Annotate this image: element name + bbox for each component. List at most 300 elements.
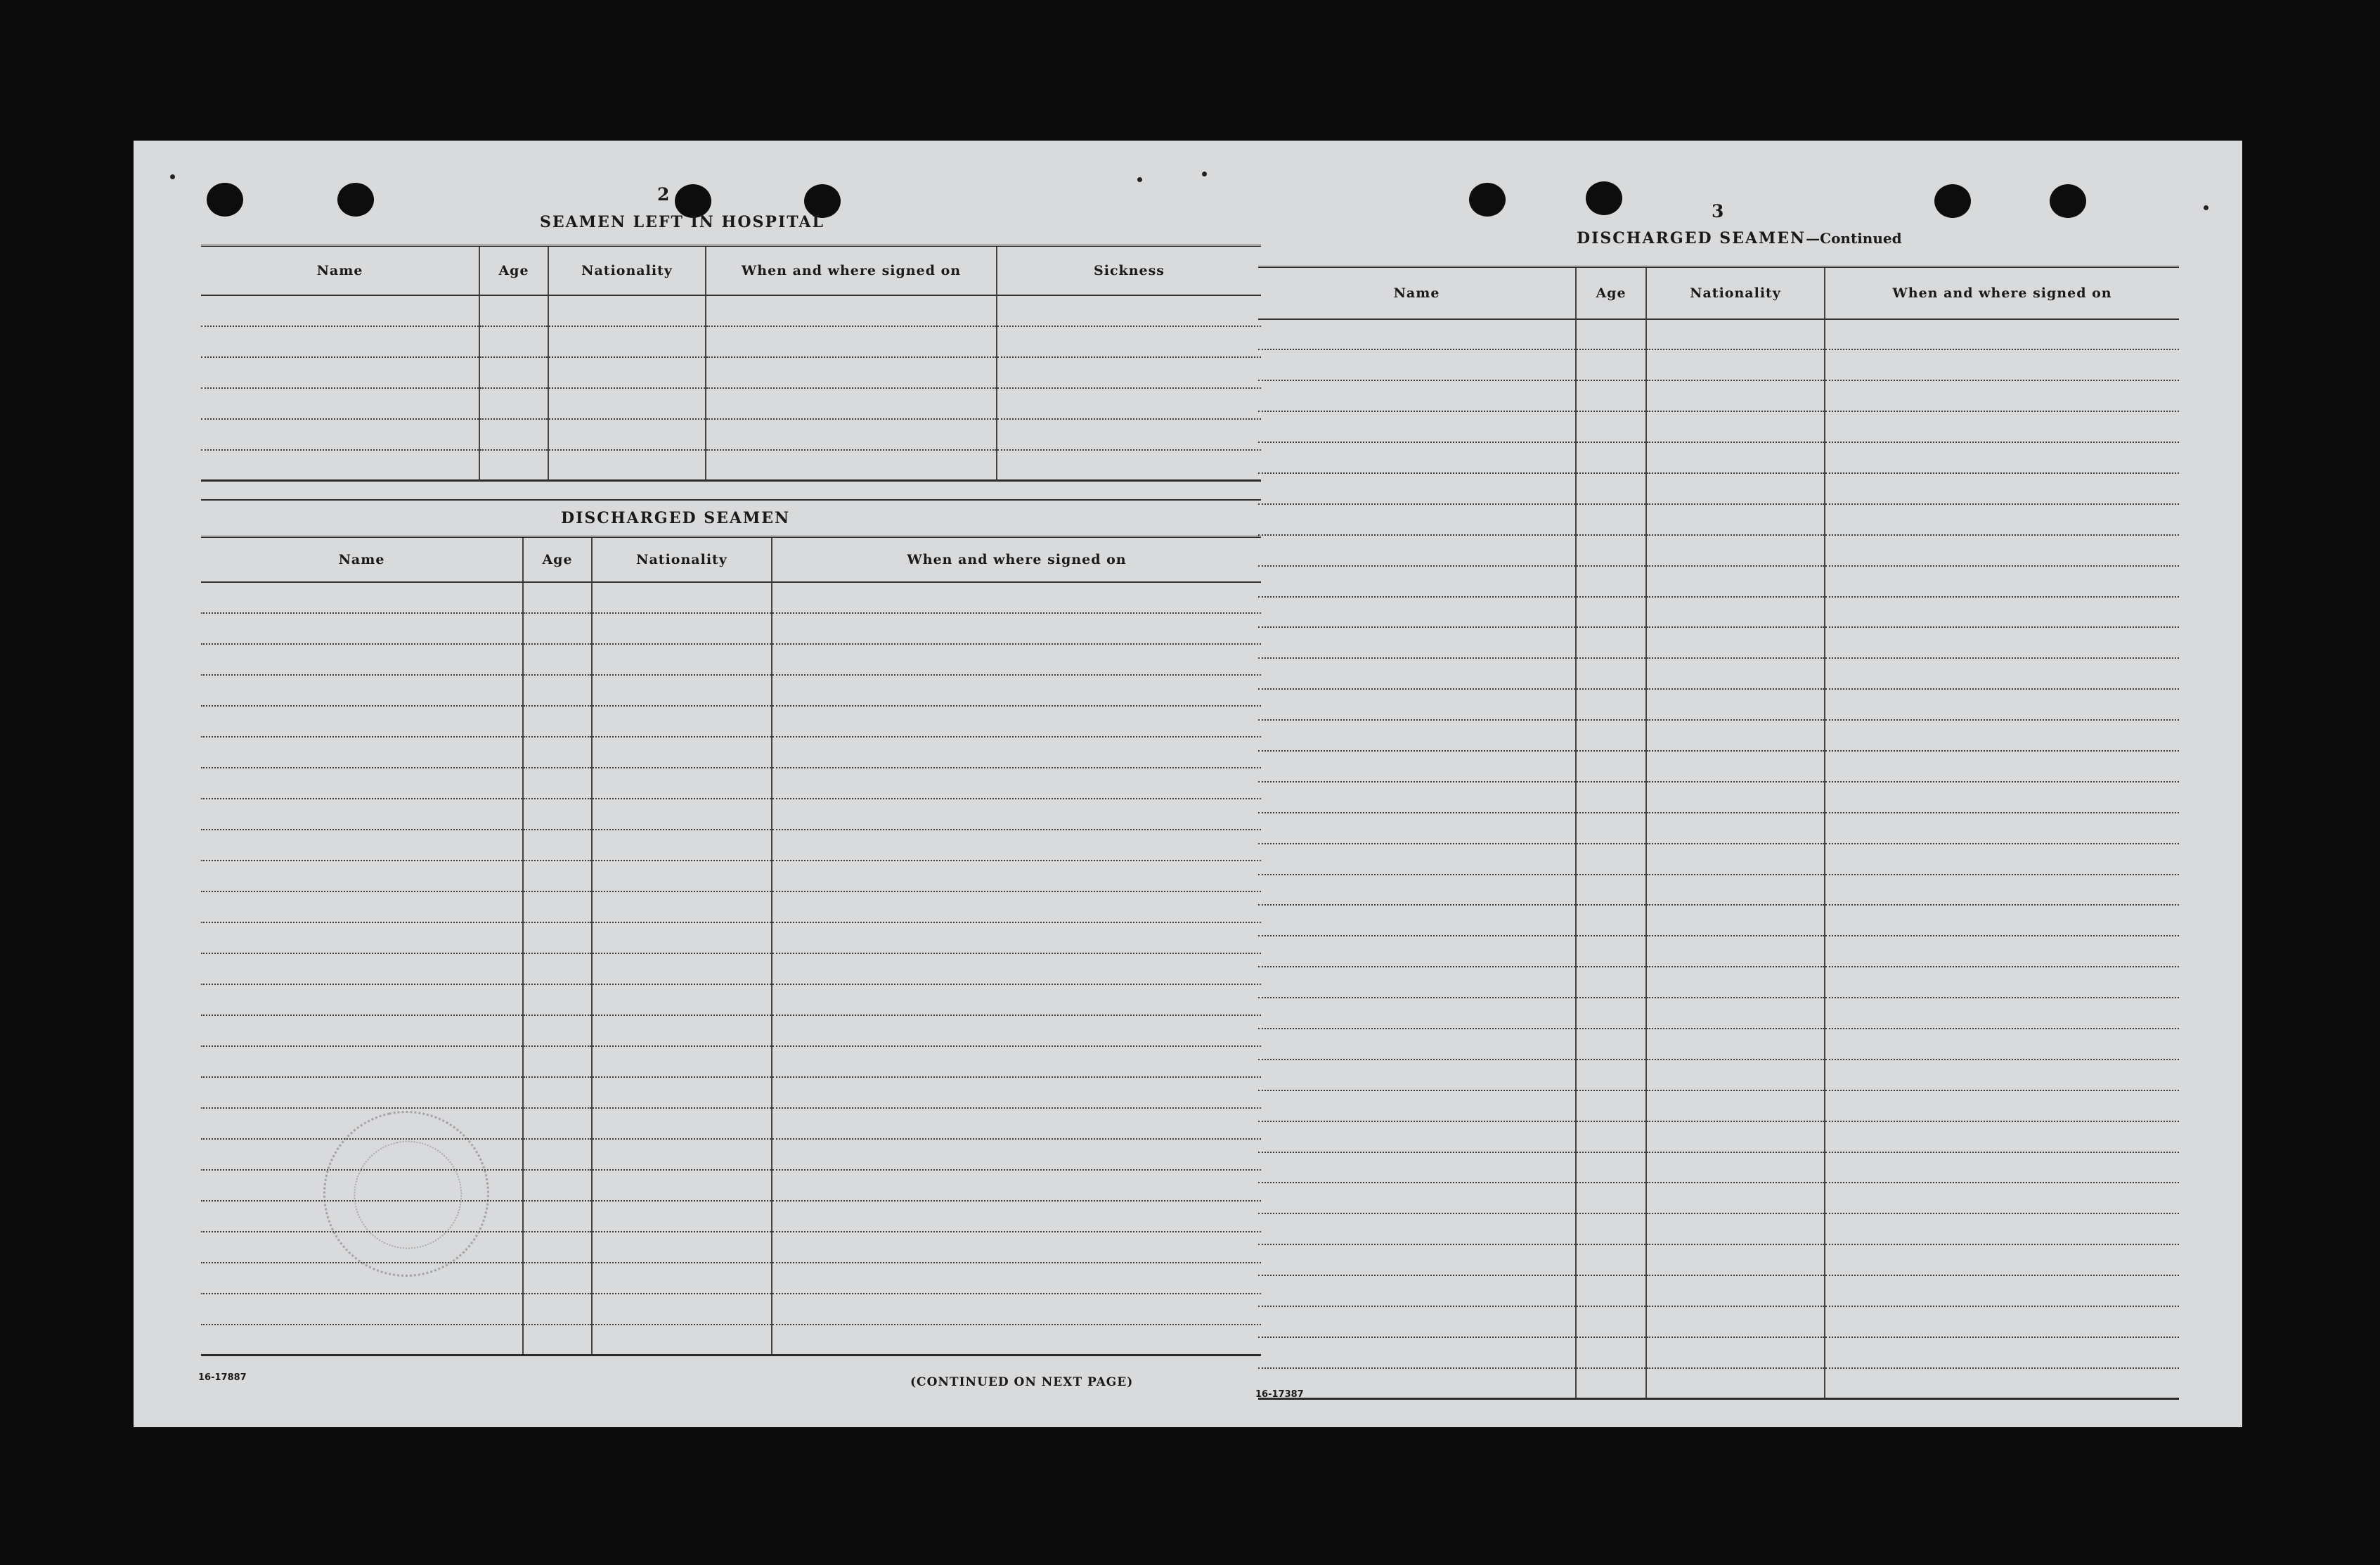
blank-entry-cell[interactable] [1258,1244,1576,1275]
blank-entry-cell[interactable] [1825,535,2179,566]
blank-entry-cell[interactable] [772,1325,1261,1355]
blank-entry-cell[interactable] [1258,1183,1576,1213]
blank-entry-cell[interactable] [592,1108,772,1139]
blank-entry-cell[interactable] [997,419,1261,450]
blank-entry-cell[interactable] [1646,319,1825,350]
table-row [1258,875,2179,906]
blank-entry-cell[interactable] [592,953,772,984]
blank-entry-cell[interactable] [772,1139,1261,1170]
blank-entry-cell[interactable] [201,953,523,984]
blank-entry-cell[interactable] [1825,813,2179,844]
blank-entry-cell[interactable] [1646,1275,1825,1306]
blank-entry-cell[interactable] [1825,1244,2179,1275]
blank-entry-cell[interactable] [592,891,772,922]
blank-entry-cell[interactable] [201,1077,523,1108]
blank-entry-cell[interactable] [592,984,772,1015]
blank-entry-cell[interactable] [201,922,523,953]
blank-entry-cell[interactable] [201,450,479,481]
blank-entry-cell[interactable] [1825,1029,2179,1060]
blank-entry-cell[interactable] [1258,720,1576,751]
table-row [1258,566,2179,597]
blank-entry-cell[interactable] [1576,597,1646,628]
blank-entry-cell[interactable] [201,768,523,799]
blank-entry-cell[interactable] [1576,411,1646,442]
blank-entry-cell[interactable] [201,861,523,891]
blank-entry-cell[interactable] [1258,411,1576,442]
blank-entry-cell[interactable] [1258,751,1576,782]
blank-entry-cell[interactable] [201,326,479,357]
blank-entry-cell[interactable] [548,295,706,326]
table-row [201,891,1261,922]
blank-entry-cell[interactable] [1825,1121,2179,1152]
blank-entry-cell[interactable] [706,450,997,481]
blank-entry-cell[interactable] [523,1263,592,1294]
blank-entry-cell[interactable] [1258,319,1576,350]
blank-entry-cell[interactable] [1646,1183,1825,1213]
blank-entry-cell[interactable] [772,953,1261,984]
blank-entry-cell[interactable] [1576,967,1646,998]
blank-entry-cell[interactable] [201,357,479,388]
blank-entry-cell[interactable] [1258,1152,1576,1183]
blank-entry-cell[interactable] [201,388,479,419]
blank-entry-cell[interactable] [1646,1368,1825,1399]
blank-entry-cell[interactable] [1258,627,1576,658]
blank-entry-cell[interactable] [1258,566,1576,597]
blank-entry-cell[interactable] [523,1108,592,1139]
blank-entry-cell[interactable] [1576,1244,1646,1275]
blank-entry-cell[interactable] [548,357,706,388]
table-row [1258,473,2179,504]
blank-entry-cell[interactable] [1576,658,1646,689]
blank-entry-cell[interactable] [772,1294,1261,1325]
column-header-signed-on: When and where signed on [772,537,1261,582]
blank-entry-cell[interactable] [1825,1213,2179,1244]
blank-entry-cell[interactable] [1576,319,1646,350]
blank-entry-cell[interactable] [592,1139,772,1170]
blank-entry-cell[interactable] [1258,875,1576,906]
blank-entry-cell[interactable] [1576,1368,1646,1399]
blank-entry-cell[interactable] [772,1077,1261,1108]
blank-entry-cell[interactable] [772,1170,1261,1201]
blank-entry-cell[interactable] [479,419,548,450]
blank-entry-cell[interactable] [1576,1152,1646,1183]
ink-speck [170,174,175,179]
blank-entry-cell[interactable] [201,891,523,922]
blank-entry-cell[interactable] [1825,1337,2179,1368]
column-header-name: Name [1258,267,1576,319]
blank-entry-cell[interactable] [1646,751,1825,782]
blank-entry-cell[interactable] [523,613,592,644]
blank-entry-cell[interactable] [479,295,548,326]
blank-entry-cell[interactable] [1258,1029,1576,1060]
blank-entry-cell[interactable] [1646,689,1825,720]
table-row [201,388,1261,419]
table-row [201,861,1261,891]
blank-entry-cell[interactable] [772,582,1261,613]
table-row [1258,535,2179,566]
blank-entry-cell[interactable] [997,388,1261,419]
blank-entry-cell[interactable] [201,799,523,830]
blank-entry-cell[interactable] [1646,998,1825,1029]
blank-entry-cell[interactable] [201,1263,523,1294]
blank-entry-cell[interactable] [523,1201,592,1232]
blank-entry-cell[interactable] [523,582,592,613]
blank-entry-cell[interactable] [592,1015,772,1046]
blank-entry-cell[interactable] [1576,1275,1646,1306]
table-row [1258,1368,2179,1399]
blank-entry-cell[interactable] [1258,658,1576,689]
blank-entry-cell[interactable] [772,644,1261,675]
blank-entry-cell[interactable] [1646,473,1825,504]
blank-entry-cell[interactable] [772,737,1261,768]
blank-entry-cell[interactable] [592,1201,772,1232]
blank-entry-cell[interactable] [706,419,997,450]
blank-entry-cell[interactable] [523,675,592,706]
blank-entry-cell[interactable] [592,1046,772,1077]
blank-entry-cell[interactable] [201,419,479,450]
blank-entry-cell[interactable] [523,737,592,768]
blank-entry-cell[interactable] [1258,1306,1576,1337]
blank-entry-cell[interactable] [1576,380,1646,411]
blank-entry-cell[interactable] [201,582,523,613]
blank-entry-cell[interactable] [1576,473,1646,504]
blank-entry-cell[interactable] [479,326,548,357]
blank-entry-cell[interactable] [592,644,772,675]
blank-entry-cell[interactable] [706,326,997,357]
blank-entry-cell[interactable] [1825,1368,2179,1399]
blank-entry-cell[interactable] [1576,1306,1646,1337]
blank-entry-cell[interactable] [548,419,706,450]
blank-entry-cell[interactable] [1825,658,2179,689]
divider-rule [201,499,1261,501]
blank-entry-cell[interactable] [1646,349,1825,380]
blank-entry-cell[interactable] [1576,1183,1646,1213]
table-row [1258,380,2179,411]
section-title-suffix: —Continued [1806,230,1902,247]
blank-entry-cell[interactable] [1646,597,1825,628]
blank-entry-cell[interactable] [592,768,772,799]
blank-entry-cell[interactable] [1825,905,2179,936]
blank-entry-cell[interactable] [1258,967,1576,998]
table-row [1258,1244,2179,1275]
blank-entry-cell[interactable] [1646,442,1825,473]
blank-entry-cell[interactable] [1825,1152,2179,1183]
blank-entry-cell[interactable] [1825,844,2179,875]
blank-entry-cell[interactable] [772,1108,1261,1139]
blank-entry-cell[interactable] [772,830,1261,861]
blank-entry-cell[interactable] [1825,1090,2179,1121]
blank-entry-cell[interactable] [523,644,592,675]
blank-entry-cell[interactable] [592,613,772,644]
column-header-nationality: Nationality [548,246,706,295]
blank-entry-cell[interactable] [201,644,523,675]
blank-entry-cell[interactable] [1825,936,2179,967]
blank-entry-cell[interactable] [706,295,997,326]
blank-entry-cell[interactable] [1825,566,2179,597]
blank-entry-cell[interactable] [1576,1090,1646,1121]
blank-entry-cell[interactable] [1576,1337,1646,1368]
blank-entry-cell[interactable] [1825,627,2179,658]
blank-entry-cell[interactable] [1258,813,1576,844]
blank-entry-cell[interactable] [523,984,592,1015]
blank-entry-cell[interactable] [1646,535,1825,566]
blank-entry-cell[interactable] [201,737,523,768]
ink-speck [1137,177,1142,182]
blank-entry-cell[interactable] [1258,1368,1576,1399]
blank-entry-cell[interactable] [1646,1213,1825,1244]
blank-entry-cell[interactable] [1646,1090,1825,1121]
blank-entry-cell[interactable] [772,706,1261,737]
blank-entry-cell[interactable] [1646,936,1825,967]
blank-entry-cell[interactable] [1576,751,1646,782]
blank-entry-cell[interactable] [1646,720,1825,751]
blank-entry-cell[interactable] [1646,658,1825,689]
blank-entry-cell[interactable] [1646,782,1825,813]
blank-entry-cell[interactable] [772,1263,1261,1294]
blank-entry-cell[interactable] [1825,967,2179,998]
blank-entry-cell[interactable] [201,1015,523,1046]
table-row [1258,349,2179,380]
blank-entry-cell[interactable] [1576,813,1646,844]
blank-entry-cell[interactable] [1646,627,1825,658]
blank-entry-cell[interactable] [1825,504,2179,535]
blank-entry-cell[interactable] [1825,597,2179,628]
blank-entry-cell[interactable] [1258,1060,1576,1090]
blank-entry-cell[interactable] [1576,689,1646,720]
punch-hole [1934,184,1971,218]
blank-entry-cell[interactable] [1576,535,1646,566]
blank-entry-cell[interactable] [772,1201,1261,1232]
blank-entry-cell[interactable] [523,1232,592,1263]
blank-entry-cell[interactable] [772,891,1261,922]
blank-entry-cell[interactable] [523,799,592,830]
blank-entry-cell[interactable] [1576,720,1646,751]
blank-entry-cell[interactable] [1258,844,1576,875]
blank-entry-cell[interactable] [1258,689,1576,720]
blank-entry-cell[interactable] [1825,720,2179,751]
blank-entry-cell[interactable] [1576,1029,1646,1060]
blank-entry-cell[interactable] [1576,1121,1646,1152]
blank-entry-cell[interactable] [592,1077,772,1108]
blank-entry-cell[interactable] [997,326,1261,357]
blank-entry-cell[interactable] [523,1170,592,1201]
column-header-age: Age [479,246,548,295]
blank-entry-cell[interactable] [1258,905,1576,936]
blank-entry-cell[interactable] [997,450,1261,481]
blank-entry-cell[interactable] [1576,627,1646,658]
blank-entry-cell[interactable] [1646,1029,1825,1060]
blank-entry-cell[interactable] [772,1046,1261,1077]
table-row [1258,1213,2179,1244]
table-row [1258,504,2179,535]
blank-entry-cell[interactable] [1646,566,1825,597]
blank-entry-cell[interactable] [772,984,1261,1015]
blank-entry-cell[interactable] [523,891,592,922]
blank-entry-cell[interactable] [1646,411,1825,442]
blank-entry-cell[interactable] [592,922,772,953]
blank-entry-cell[interactable] [1258,442,1576,473]
blank-entry-cell[interactable] [1646,1152,1825,1183]
blank-entry-cell[interactable] [523,830,592,861]
blank-entry-cell[interactable] [548,450,706,481]
table-row [1258,1306,2179,1337]
blank-entry-cell[interactable] [1646,905,1825,936]
blank-entry-cell[interactable] [523,922,592,953]
blank-entry-cell[interactable] [1646,1244,1825,1275]
blank-entry-cell[interactable] [592,675,772,706]
blank-entry-cell[interactable] [523,1077,592,1108]
blank-entry-cell[interactable] [772,768,1261,799]
blank-entry-cell[interactable] [1825,1275,2179,1306]
blank-entry-cell[interactable] [1646,875,1825,906]
blank-entry-cell[interactable] [1258,1337,1576,1368]
blank-entry-cell[interactable] [1576,504,1646,535]
blank-entry-cell[interactable] [1646,967,1825,998]
table-row [1258,782,2179,813]
blank-entry-cell[interactable] [201,984,523,1015]
column-header-name: Name [201,537,523,582]
blank-entry-cell[interactable] [201,295,479,326]
section-title-text: DISCHARGED SEAMEN [1577,229,1806,247]
blank-entry-cell[interactable] [1825,998,2179,1029]
blank-entry-cell[interactable] [1576,566,1646,597]
blank-entry-cell[interactable] [1825,442,2179,473]
blank-entry-cell[interactable] [479,388,548,419]
blank-entry-cell[interactable] [1258,1213,1576,1244]
blank-entry-cell[interactable] [997,295,1261,326]
blank-entry-cell[interactable] [592,737,772,768]
blank-entry-cell[interactable] [592,1294,772,1325]
blank-entry-cell[interactable] [548,326,706,357]
blank-entry-cell[interactable] [772,799,1261,830]
blank-entry-cell[interactable] [523,1294,592,1325]
column-header-nationality: Nationality [592,537,772,582]
blank-entry-cell[interactable] [592,582,772,613]
blank-entry-cell[interactable] [479,357,548,388]
blank-entry-cell[interactable] [1825,411,2179,442]
blank-entry-cell[interactable] [479,450,548,481]
blank-entry-cell[interactable] [1258,349,1576,380]
table-row [1258,1090,2179,1121]
blank-entry-cell[interactable] [997,357,1261,388]
blank-entry-cell[interactable] [772,675,1261,706]
blank-entry-cell[interactable] [772,922,1261,953]
blank-entry-cell[interactable] [772,613,1261,644]
blank-entry-cell[interactable] [772,1232,1261,1263]
blank-entry-cell[interactable] [523,1015,592,1046]
blank-entry-cell[interactable] [1258,1275,1576,1306]
blank-entry-cell[interactable] [592,706,772,737]
blank-entry-cell[interactable] [1576,998,1646,1029]
blank-entry-cell[interactable] [1258,504,1576,535]
table-row [201,922,1261,953]
blank-entry-cell[interactable] [1258,473,1576,504]
blank-entry-cell[interactable] [1576,1060,1646,1090]
blank-entry-cell[interactable] [1258,535,1576,566]
blank-entry-cell[interactable] [1825,473,2179,504]
blank-entry-cell[interactable] [1576,875,1646,906]
blank-entry-cell[interactable] [201,830,523,861]
blank-entry-cell[interactable] [201,1294,523,1325]
blank-entry-cell[interactable] [1576,349,1646,380]
blank-entry-cell[interactable] [1258,597,1576,628]
blank-entry-cell[interactable] [1576,905,1646,936]
blank-entry-cell[interactable] [201,675,523,706]
blank-entry-cell[interactable] [1825,349,2179,380]
blank-entry-cell[interactable] [592,830,772,861]
blank-entry-cell[interactable] [1646,1121,1825,1152]
blank-entry-cell[interactable] [201,613,523,644]
blank-entry-cell[interactable] [592,1325,772,1355]
blank-entry-cell[interactable] [1646,1060,1825,1090]
blank-entry-cell[interactable] [772,861,1261,891]
blank-entry-cell[interactable] [1646,504,1825,535]
blank-entry-cell[interactable] [201,1046,523,1077]
blank-entry-cell[interactable] [592,1170,772,1201]
blank-entry-cell[interactable] [592,1263,772,1294]
blank-entry-cell[interactable] [1825,751,2179,782]
blank-entry-cell[interactable] [1646,1337,1825,1368]
blank-entry-cell[interactable] [1825,689,2179,720]
blank-entry-cell[interactable] [201,706,523,737]
blank-entry-cell[interactable] [592,799,772,830]
blank-entry-cell[interactable] [1646,380,1825,411]
blank-entry-cell[interactable] [1258,1121,1576,1152]
blank-entry-cell[interactable] [772,1015,1261,1046]
blank-entry-cell[interactable] [523,768,592,799]
blank-entry-cell[interactable] [523,706,592,737]
blank-entry-cell[interactable] [1825,1306,2179,1337]
table-row [201,675,1261,706]
blank-entry-cell[interactable] [523,953,592,984]
blank-entry-cell[interactable] [523,1046,592,1077]
blank-entry-cell[interactable] [706,388,997,419]
blank-entry-cell[interactable] [1825,782,2179,813]
blank-entry-cell[interactable] [1825,1183,2179,1213]
blank-entry-cell[interactable] [1825,875,2179,906]
blank-entry-cell[interactable] [523,861,592,891]
blank-entry-cell[interactable] [523,1139,592,1170]
blank-entry-cell[interactable] [1825,380,2179,411]
blank-entry-cell[interactable] [1258,782,1576,813]
blank-entry-cell[interactable] [1576,844,1646,875]
table-row [201,1015,1261,1046]
blank-entry-cell[interactable] [1576,1213,1646,1244]
blank-entry-cell[interactable] [1646,844,1825,875]
blank-entry-cell[interactable] [1646,813,1825,844]
blank-entry-cell[interactable] [1258,998,1576,1029]
blank-entry-cell[interactable] [706,357,997,388]
blank-entry-cell[interactable] [1258,1090,1576,1121]
blank-entry-cell[interactable] [548,388,706,419]
table-row [201,644,1261,675]
blank-entry-cell[interactable] [1825,319,2179,350]
blank-entry-cell[interactable] [523,1325,592,1355]
column-header-nationality: Nationality [1646,267,1825,319]
blank-entry-cell[interactable] [1258,380,1576,411]
table-row [1258,1337,2179,1368]
blank-entry-cell[interactable] [1576,442,1646,473]
blank-entry-cell[interactable] [1825,1060,2179,1090]
blank-entry-cell[interactable] [592,1232,772,1263]
blank-entry-cell[interactable] [592,861,772,891]
blank-entry-cell[interactable] [1576,782,1646,813]
blank-entry-cell[interactable] [1576,936,1646,967]
blank-entry-cell[interactable] [201,1325,523,1355]
column-header-age: Age [1576,267,1646,319]
blank-entry-cell[interactable] [1258,936,1576,967]
blank-entry-cell[interactable] [1646,1306,1825,1337]
